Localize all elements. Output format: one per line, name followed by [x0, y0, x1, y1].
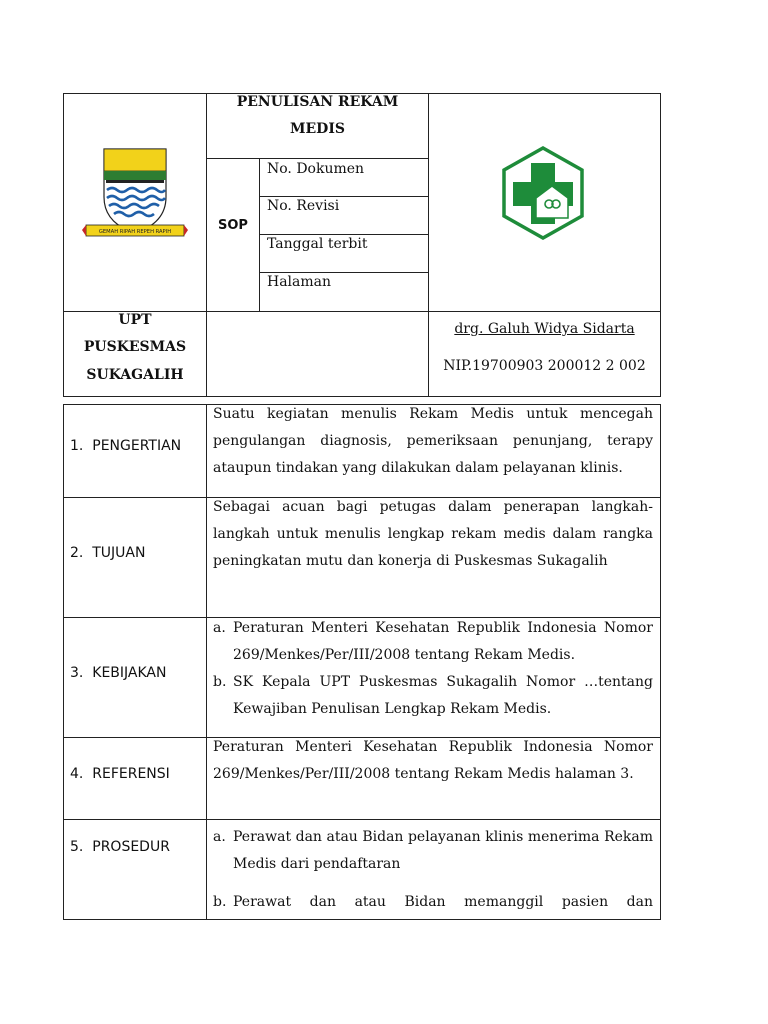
section-label-referensi: 4. REFERENSI	[70, 766, 170, 782]
section-text-tujuan: Sebagai acuan bagi petugas dalam penerapan langkah-langkah untuk menulis lengkap rekam medis dalam rangka peningkatan mutu dan konerja di Puskesmas Sukagalih	[213, 499, 653, 569]
list-text: Peraturan Menteri Kesehatan Republik Indonesia Nomor 269/Menkes/Per/III/2008 tentang Rekam Medis.	[233, 620, 653, 663]
list-marker: a.	[213, 829, 226, 845]
section-label-kebijakan: 3. KEBIJAKAN	[70, 665, 167, 681]
list-text: Perawat dan atau Bidan pelayanan klinis menerima Rekam Medis dari pendaftaran	[233, 829, 653, 872]
header-divider-2	[428, 93, 429, 397]
kebijakan-item-a	[213, 615, 653, 669]
city-crest-logo	[82, 145, 188, 241]
crest-motto: GEMAH RIPAH REPEH RAPIH	[98, 229, 172, 235]
list-marker: b.	[213, 894, 227, 910]
doc-field-halaman: Halaman	[267, 274, 332, 290]
section-text-referensi: Peraturan Menteri Kesehatan Republik Indonesia Nomor 269/Menkes/Per/III/2008 tentang Rekam Medis halaman 3.	[213, 739, 653, 782]
document-title-line1: PENULISAN REKAM	[236, 94, 399, 110]
section-label-pengertian: 1. PENGERTIAN	[70, 438, 182, 454]
kebijakan-item-b	[213, 669, 653, 723]
header-border-bottom	[63, 396, 661, 397]
prosedur-item-b	[213, 889, 653, 916]
list-marker: b.	[213, 674, 227, 690]
section-label-prosedur: 5. PROSEDUR	[70, 839, 170, 855]
body-border-right	[660, 404, 661, 920]
doc-field-no-dokumen: No. Dokumen	[267, 161, 365, 177]
document-title-line2: MEDIS	[290, 121, 345, 137]
section-label-tujuan: 2. TUJUAN	[70, 545, 146, 561]
body-divider	[206, 404, 207, 920]
sop-label: SOP	[218, 218, 248, 233]
doc-field-tanggal-terbit: Tanggal terbit	[267, 236, 368, 252]
prosedur-item-a	[213, 824, 653, 878]
org-name-line3: SUKAGALIH	[86, 367, 184, 383]
list-marker: a.	[213, 620, 226, 636]
row-divider-4	[63, 819, 661, 820]
puskesmas-logo	[500, 146, 586, 240]
signatory-nip: NIP.19700903 200012 2 002	[443, 358, 646, 374]
org-name-line2: PUSKESMAS	[83, 339, 187, 355]
signatory-name: drg. Galuh Widya Sidarta	[454, 321, 635, 337]
section-text-pengertian: Suatu kegiatan menulis Rekam Medis untuk mencegah pengulangan diagnosis, pemeriksaan penunjang, terapy ataupun tindakan yang dilakukan dalam pelayanan klinis.	[213, 406, 653, 476]
doc-field-no-revisi: No. Revisi	[267, 198, 340, 214]
list-text: Perawat dan atau Bidan memanggil pasien dan	[233, 894, 653, 910]
sop-divider	[259, 158, 260, 312]
list-text: SK Kepala UPT Puskesmas Sukagalih Nomor …tentang Kewajiban Penulisan Lengkap Rekam Medis.	[233, 674, 653, 717]
body-border-bottom	[63, 919, 661, 920]
org-name-line1: UPT	[118, 312, 152, 328]
header-border-right	[660, 93, 661, 397]
body-border-left	[63, 404, 64, 920]
